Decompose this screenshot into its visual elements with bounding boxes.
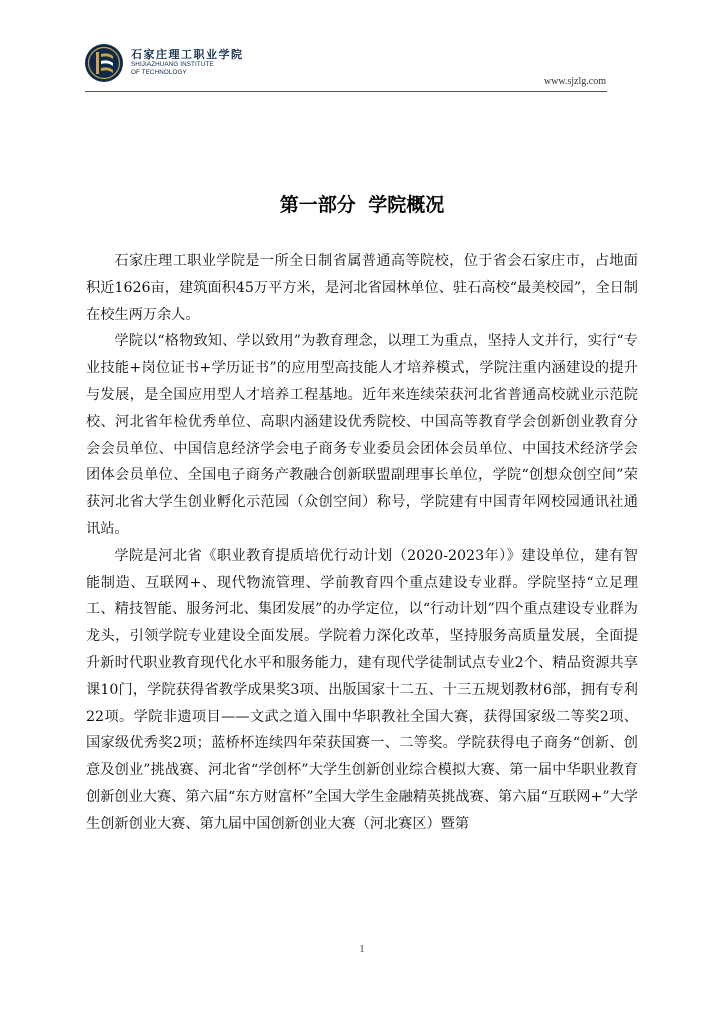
paragraph: 学院以“格物致知、学以致用”为教育理念，以理工为重点，坚持人文并行，实行“专业技能+岗位证书+学历证书”的应用型高技能人才培养模式，学院注重内涵建设的提升与发展，是全国应用型人才培养工程基地。近年来连续荣获河北省普通高校就业示范院校、河北省年检优秀单位、高职内涵建设优秀院校、中国高等教育学会创新创业教育分会会员单位、中国信息经济学会电子商务专业委员会团体会员单位、中国技术经济学会团体会员单位、全国电子商务产教融合创新联盟副理事长单位，学院“创想众创空间”荣获河北省大学生创业孵化示范园（众创空间）称号，学院建有中国青年网校园通讯社通讯站。 [86, 333, 638, 537]
school-name-en-line1: SHIJIAZHUANG INSTITUTE [131, 61, 214, 68]
page-header [0, 0, 724, 100]
paragraph: 石家庄理工职业学院是一所全日制省属普通高等院校，位于省会石家庄市，占地面积近1626亩，建筑面积45万平方米，是河北省园林单位、驻石高校“最美校园”，全日制在校生两万余人。 [86, 253, 638, 323]
website-url[interactable]: www.sjzlg.com [543, 76, 606, 87]
school-emblem-icon [84, 43, 124, 83]
school-name-en [131, 61, 241, 77]
page-number: 1 [359, 944, 365, 955]
school-name-cn: 石家庄理工职业学院 [131, 48, 244, 61]
body-text [86, 248, 638, 838]
section-title: 第一部分 学院概况 [279, 194, 445, 216]
header-divider [85, 91, 607, 92]
school-name-en-line2: OF TECHNOLOGY [131, 69, 187, 76]
paragraph: 学院是河北省《职业教育提质培优行动计划（2020-2023年）》建设单位，建有智能制造、互联网+、现代物流管理、学前教育四个重点建设专业群。学院坚持“立足理工、精技智能、服务河北、集团发展”的办学定位，以“行动计划”四个重点建设专业群为龙头，引领学院专业建设全面发展。学院着力深化改革，坚持服务高质量发展，全面提升新时代职业教育现代化水平和服务能力，建有现代学徒制试点专业2个、精品资源共享课10门，学院获得省教学成果奖3项、出版国家十二五、十三五规划教材6部，拥有专利22项。学院非遗项目——文武之道入围中华职教社全国大赛，获得国家级二等奖2项、国家级优秀奖2项；蓝桥杯连续四年荣获国赛一、二等奖。学院获得电子商务“创新、创意及创业”挑战赛、河北省“学创杯”大学生创新创业综合模拟大赛、第一届中华职业教育创新创业大赛、第六届“东方财富杯”全国大学生金融精英挑战赛、第六届“互联网+”大学生创新创业大赛、第九届中国创新创业大赛（河北赛区）暨第 [86, 547, 638, 832]
